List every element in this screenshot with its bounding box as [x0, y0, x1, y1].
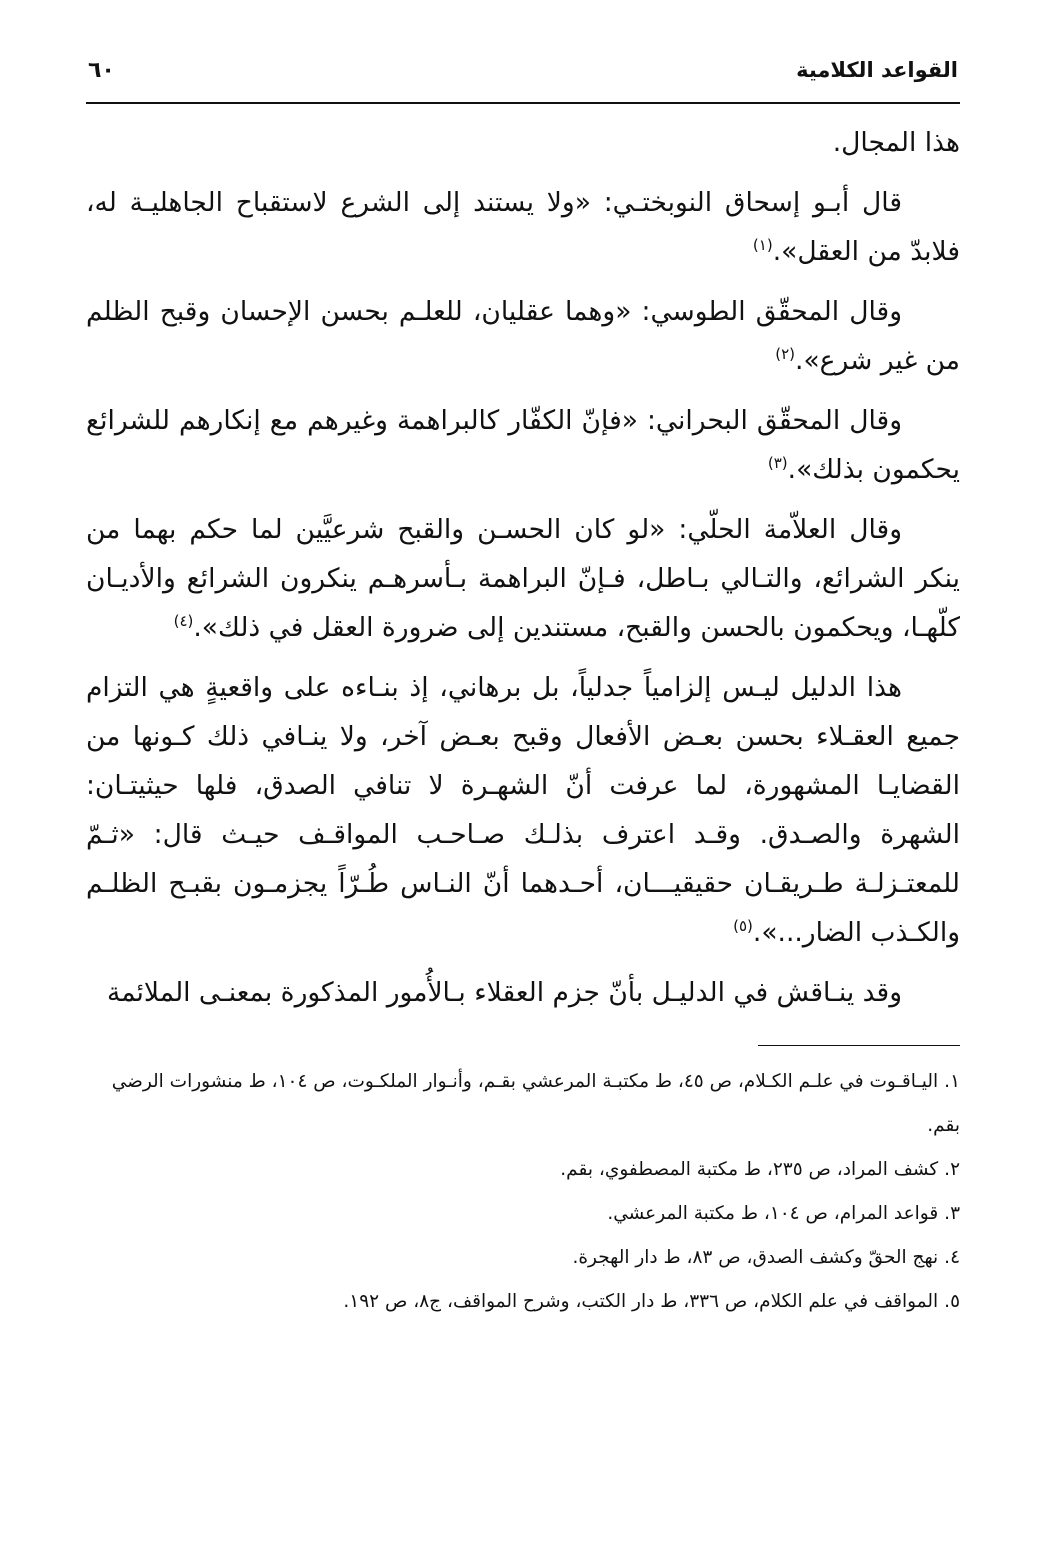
- footnote-number: ٤.: [944, 1247, 960, 1268]
- paragraph-text: وقد ينـاقش في الدليـل بأنّ جزم العقلاء بـالأُمور المذكورة بمعنـى الملائمة: [107, 977, 902, 1008]
- footnote: [86, 1280, 960, 1324]
- paragraph: [86, 968, 960, 1017]
- paragraph: [86, 396, 960, 494]
- footnote: [86, 1060, 960, 1148]
- page: [86, 58, 960, 1324]
- footnote: [86, 1192, 960, 1236]
- paragraph-text: هذا الدليل ليـس إلزامياً جدلياً، بل برهاني، إذ بنـاءه على واقعيةٍ هي التزام جميع العقـلاء بحسن بعـض الأفعال وقبح بعـض آخر، ولا ينـافي ذلك كـونها من القضايـا المشهورة، لما عرفت أنّ الشهـرة لا تنافي الصدق، فلها حيثيتـان: الشهرة والصـدق. وقـد اعترف بذلـك صـاحـب المواقـف حيـث قال: «ثـمّ للمعتـزلـة طـريقـان حقيقيـــان، أحـدهما أنّ النـاس طُـرّاً يجزمـون بقبـح الظلـم والكـذب الضار...».: [86, 672, 960, 948]
- footnote-text: كشف المراد، ص ٢٣٥، ط مكتبة المصطفوي، بقم.: [560, 1159, 939, 1180]
- footnote-number: ٥.: [944, 1291, 960, 1312]
- footnote: [86, 1236, 960, 1280]
- paragraph-text: وقال المحقّق البحراني: «فإنّ الكفّار كالبراهمة وغيرهم مع إنكارهم للشرائع يحكمون بذلك».: [86, 405, 960, 485]
- paragraph: [86, 118, 960, 167]
- footnote-text: اليـاقـوت في علـم الكـلام، ص ٤٥، ط مكتبـة المرعشي بقـم، وأنـوار الملكـوت، ص ١٠٤، ط منشورات الرضي بقم.: [111, 1071, 960, 1136]
- footnote-reference: (٤): [173, 612, 194, 631]
- running-title: القواعد الكلامية: [796, 58, 958, 82]
- footnote-text: نهج الحقّ وكشف الصدق، ص ٨٣، ط دار الهجرة.: [572, 1247, 939, 1268]
- footnote-number: ١.: [944, 1071, 960, 1092]
- footnote: [86, 1148, 960, 1192]
- footnotes: [86, 1060, 960, 1324]
- paragraph-text: وقال المحقّق الطوسي: «وهما عقليان، للعلـم بحسن الإحسان وقبح الظلم من غير شرع».: [86, 296, 960, 376]
- paragraph-text: قال أبـو إسحاق النوبختـي: «ولا يستند إلى الشرع لاستقباح الجاهليـة له، فلابدّ من العقل».: [86, 187, 960, 267]
- footnote-text: قواعد المرام، ص ١٠٤، ط مكتبة المرعشي.: [607, 1203, 939, 1224]
- paragraph: [86, 287, 960, 385]
- footnote-text: المواقف في علم الكلام، ص ٣٣٦، ط دار الكتب، وشرح المواقف، ج٨، ص ١٩٢.: [343, 1291, 939, 1312]
- paragraph-text: هذا المجال.: [832, 127, 960, 158]
- main-text: [86, 118, 960, 1017]
- paragraph: [86, 663, 960, 957]
- paragraph: [86, 505, 960, 652]
- footnote-number: ٢.: [944, 1159, 960, 1180]
- footnote-divider: [758, 1045, 960, 1046]
- footnote-reference: (١): [752, 236, 773, 255]
- footnote-number: ٣.: [944, 1203, 960, 1224]
- footnote-reference: (٣): [767, 454, 788, 473]
- paragraph-text: وقال العلاّمة الحلّي: «لو كان الحسـن والقبح شرعيَّين لما حكم بهما من ينكر الشرائع، والتـالي بـاطل، فـإنّ البراهمة بـأسرهـم ينكرون الشرائع والأديـان كلّهـا، ويحكمون بالحسن والقبح، مستندين إلى ضرورة العقل في ذلك».: [86, 514, 960, 643]
- paragraph: [86, 178, 960, 276]
- footnote-reference: (٢): [775, 345, 796, 364]
- page-header: [86, 58, 960, 104]
- footnote-reference: (٥): [733, 917, 753, 936]
- page-number: ٦٠: [88, 58, 115, 83]
